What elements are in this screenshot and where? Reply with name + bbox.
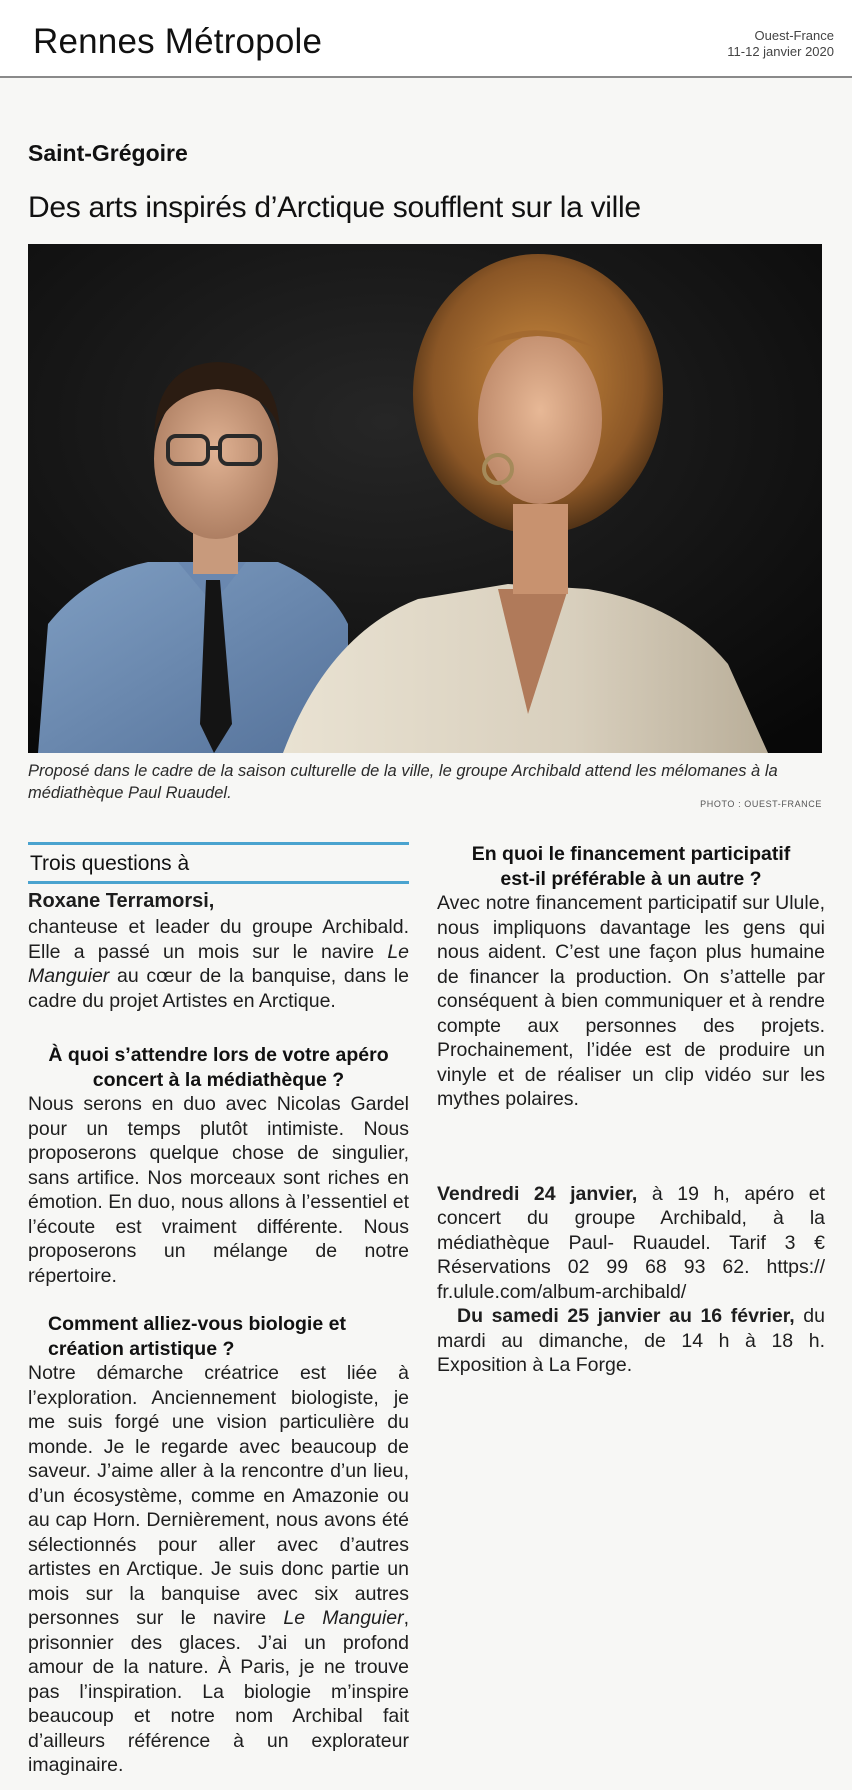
practical-text-1: à 19 h, apéro et concert du groupe Archibald, à la médiathèque Paul- Ruaudel. Tarif 3 € Réservations 02 99 68 93 62. https:// fr.ulule.com/album-archibald/ [437, 1182, 826, 1303]
article-column-left [28, 842, 409, 1778]
practical-text-2: du mardi au dimanche, de 14 h à 18 h. Exposition à La Forge. [437, 1305, 825, 1376]
page-header [0, 0, 852, 78]
question-3: En quoi le financement participatif est-il préférable à un autre ? [471, 843, 791, 890]
question-2: Comment alliez-vous biologie et création artistique ? [48, 1313, 346, 1360]
answer-2-end: , prisonnier des glaces. J’ai un profond amour de la nature. À Paris, je ne trouve pas l’inspiration. La biologie m’inspire beaucoup et notre nom Archibal fait d’ailleurs référence à un explorateur imaginaire. [28, 1607, 409, 1776]
answer-2-text: Notre démarche créatrice est liée à l’exploration. Anciennement biologiste, je me suis forgé une vision particulière du monde. Je le regarde avec beaucoup de saveur. J’aime aller à la rencontre d’un lieu, d’un écosystème, comme en Amazonie ou au cap Horn. Dernièrement, nous avons été sélectionnés pour aller avec d’autres artistes en Arctique. Je suis donc partie un mois sur la banquise avec six autres personnes sur le navire [28, 1362, 409, 1629]
intro-text-1: chanteuse et leader du groupe Archibald. Elle a passé un mois sur le navire [28, 916, 409, 963]
interviewee-name: Roxane Terramorsi, [28, 890, 215, 912]
answer-2 [28, 1361, 409, 1778]
section-title: Rennes Métropole [33, 22, 323, 61]
photo-illustration [28, 244, 822, 753]
question-1: À quoi s’attendre lors de votre apéro concert à la médiathèque ? [48, 1044, 389, 1091]
article-headline: Des arts inspirés d’Arctique soufflent sur la ville [28, 191, 641, 224]
intro-text-2: au cœur de la banquise, dans le cadre du projet Artistes en Arctique. [28, 965, 410, 1012]
answer-1: Nous serons en duo avec Nicolas Gardel pour un temps plutôt intimiste. Nous proposerons quelque chose de singulier, sans artifice. Nos morceaux sont riches en émotion. En duo, nous allons à l’essentiel et l’écoute est vraiment différente. Nous proposerons un mélange de notre répertoire. [28, 1093, 409, 1287]
practical-date-1: Vendredi 24 janvier, [437, 1182, 638, 1205]
practical-info-1 [437, 1182, 825, 1305]
photo-caption: Proposé dans le cadre de la saison culturelle de la ville, le groupe Archibald attend les mélomanes à la médiathèque Paul Ruaudel. [28, 762, 778, 802]
interview-box-title: Trois questions à [28, 842, 409, 884]
answer-3: Avec notre financement participatif sur Ulule, nous impliquons davantage les gens qui nous aident. C’est une façon plus humaine de financer la production. On s’attelle par conséquent à bien communiquer et à rendre compte aux personnes des projets. Prochainement, l’idée est de produire un vinyle et de réaliser un clip vidéo sur les mythes polaires. [437, 892, 825, 1110]
interviewee-intro [28, 915, 409, 1013]
publication-date: 11-12 janvier 2020 [727, 44, 834, 59]
article-photo [28, 244, 822, 753]
answer-2-ship-name: Le Manguier [283, 1607, 404, 1629]
publication-info [727, 28, 834, 60]
publication-name: Ouest-France [754, 28, 834, 43]
article-column-right [437, 842, 825, 1378]
photo-credit: PHOTO : OUEST-FRANCE [700, 799, 822, 809]
practical-date-2: Du samedi 25 janvier au 16 février, [457, 1305, 795, 1327]
intro-ship-name: Le Manguier [28, 940, 410, 987]
article-location: Saint-Grégoire [28, 140, 188, 166]
practical-info-2 [437, 1304, 825, 1378]
